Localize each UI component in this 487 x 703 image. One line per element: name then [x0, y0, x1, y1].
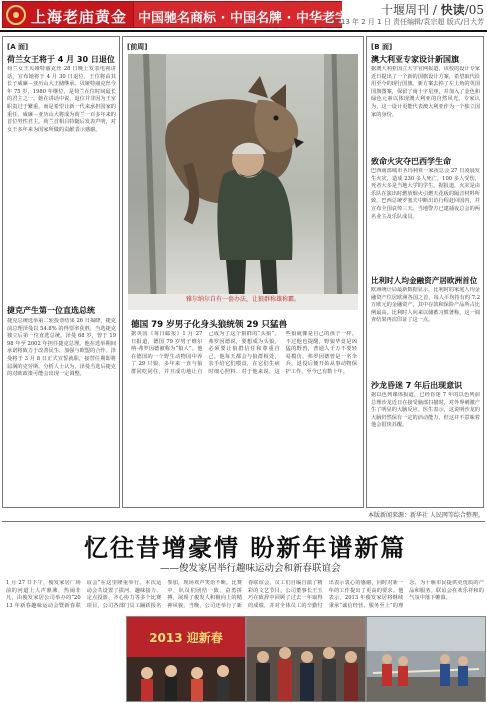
article-headline: 沙龙昏迷 7 年后出现意识	[371, 381, 463, 390]
article-body: 据以色列媒体报道，已经昏迷 7 年的以色列前总理沙龙近日在接受脑部扫描时，对外界刺激产生了明显的大脑反应。医生表示，这说明沙龙的大脑仍然保有一定的活动能力，但这并不意味着他会很快苏醒。	[371, 392, 480, 429]
brand-banner	[2, 1, 134, 28]
right-column	[366, 36, 484, 508]
slogan-text: 中国驰名商标 · 中国名牌 · 中华老字号	[138, 11, 361, 26]
article-body: 荷兰女王贝娅特丽克丝 28 日晚上发表电视讲话，宣布她将于 4 月 30 日退位，王位将由其长子威廉－亚历山大王储继承。贝娅特丽克丝今年 75 岁，1980 年继位，是荷兰在位时间最长的君主之一。她在讲话中说，退位并非因为王室职责过于繁重，而是希望让新一代来承担国家的重任。威廉－亚历山大将成为荷兰一百多年来的首位男性君主。荷兰首相吕特随后发表声明，对女王多年来为国家所做的贡献表示感谢。	[7, 66, 116, 133]
article-headline: 比利时人均金融资产居欧洲首位	[371, 276, 478, 285]
feature-title: 忆往昔增豪情 盼新年谱新篇	[84, 533, 407, 562]
publication-name: 十堰周刊 / 快读/05	[380, 3, 484, 17]
event-photo-stage	[126, 616, 246, 702]
article-headline: 致命火灾夺巴西学生命	[371, 157, 451, 166]
right-column-tag: [B 面]	[371, 43, 393, 51]
source-footnote: 本版新闻来源：新华社 人民网等综合整理。	[368, 512, 484, 519]
page-number: /05	[464, 3, 484, 17]
wolf-photo-illustration	[128, 54, 358, 310]
left-column-tag: [A 面]	[7, 43, 29, 51]
center-column	[122, 36, 364, 508]
article-headline: 荷兰女王将于 4 月 30 日退位	[7, 55, 115, 64]
article-body: 欧洲统计局最新数据显示，比利时的家庭人均金融资产位居欧洲各国之首，每人平均持有约 7.2 万欧元的金融资产。其中存款和保险产品所占比例最高。比利时人向来以储蓄习惯著称，这一调查结果再次印证了这一点。	[371, 287, 480, 324]
masthead-divider	[0, 30, 487, 32]
masthead	[0, 0, 487, 30]
event-photo-crowd-illustration	[247, 617, 365, 701]
article-headline: 德国 79 岁男子化身头狼统领 29 只猛兽	[131, 320, 288, 330]
event-photo-tug-of-war	[366, 616, 486, 702]
brand-title: 上海老庙黄金	[31, 8, 128, 26]
article-body: 据英国《每日邮报》1 月 27 日报道，德国 79 岁男子维尔纳·弗罗因德被称为“狼人”。他在德国的一个野生动物园中养了 29 只狼，多年来一直与狼群同吃同住，并且成功地让自己成为了这个狼群的“头狼”。弗罗因德说，要想成为头狼，必须要让狼群信任和尊重自己。他每天都会与狼群相处，亲手给它们喂食，在它们生病时细心照料。对于他来说，这些狼就像是自己的孩子一样。不过他也提醒，野狼毕竟是凶猛的野兽，普通人千万不要轻易模仿。弗罗因德曾是一名伞兵，退役后便开始从事动物保护工作，至今已有数十年。	[131, 331, 357, 375]
feature-subtitle: ——俊发家居举行趣味运动会和新春联谊会	[160, 563, 341, 574]
event-photo-tug-of-war-illustration	[367, 617, 485, 701]
event-photo-crowd	[246, 616, 366, 702]
left-column	[2, 36, 120, 508]
wolf-photo	[128, 54, 358, 310]
section-divider	[2, 521, 485, 522]
center-column-tag: [前周]	[127, 43, 148, 51]
article-body: 捷克总统选举第二轮投票结果 26 日揭晓，捷克前总理泽曼以 54.8% 的得票率获胜，当选捷克独立后第一位直选总统。泽曼 68 岁，曾于 1998 年至 2002 年担任捷克总理。他在选举期间承诺将致力于改善民生、加强与欧盟的合作。泽曼将于 3 月 8 日正式宣誓就职，接替任期即将届满的克劳斯。分析人士认为，泽曼当选后捷克的对欧政策可能会出现一定调整。	[7, 318, 116, 378]
article-headline: 澳大利亚专家设计新国旗	[371, 55, 459, 64]
banner-text: 2013 迎新春	[149, 631, 223, 645]
brand-crest-icon	[6, 5, 26, 25]
event-photo-stage-illustration	[127, 617, 245, 701]
photo-caption: 雅尔纳尔自有一套办法，让狼群称雄称霸。	[185, 296, 300, 303]
feature-body: 1 月 27 日下午，俊发家居广场前的河道上人声鼎沸，热闹非凡，由俊发家居公司举办的“2013 年新春趣味运动会暨新春联谊会”在这里隆重举行。本次运动会共设置了拔河、趣味接力、定点投篮、齐心协力等多个比赛项目，公司各部门员工踊跃报名参加，现场欢声笑语不断。比赛中，队员们团结一致、奋勇拼搏，展现了俊发人积极向上的精神风貌。当晚，公司还举行了新春联谊会，员工们自编自演了精彩的文艺节目。公司董事长王玉巧在致辞中回顾了过去一年取得的成绩，并对全体员工的辛勤付出表示衷心的感谢，同时对新一年的工作提出了更高的要求。他表示，2013 年俊发家居将继续秉承“诚信经营、服务至上”的理念，为十堰市民提供更优质的产品和服务。联谊会在欢乐祥和的气氛中落下帷幕。	[6, 580, 484, 609]
date-line: 2013 年 2 月 1 日 责任编辑/袁宗超 版式/吕大芳	[331, 18, 484, 26]
article-headline: 捷克产生第一位直选总统	[7, 306, 95, 315]
publication-header	[331, 1, 484, 29]
article-body: 巴西南部城市圣玛利亚一家夜总会 27 日凌晨发生火灾，造成 230 多人死亡，100 多人受伤，死者大多是当地大学的学生。据报道，火灾是由乐队在演出时燃放烟火引燃天花板的隔音材料所致。巴西总统罗塞夫中断出访行程赶回国内，并宣布全国哀悼三天。当地警方已逮捕夜总会的两名业主及乐队成员。	[371, 168, 480, 220]
article-body: 据澳大利亚国立大学官网报道，该校的设计专家近日提出了一个新的国旗设计方案，希望取代沿用至今的现行国旗。新方案去掉了左上角的英国国旗图案，保留了南十字星座，并加入了金色和绿色元素以体现澳大利亚的自然风光。专家认为，这一设计更能代表澳大利亚作为一个独立国家的身份。	[371, 66, 480, 118]
section-name: 快读	[440, 3, 465, 17]
slogan-banner	[134, 1, 361, 28]
